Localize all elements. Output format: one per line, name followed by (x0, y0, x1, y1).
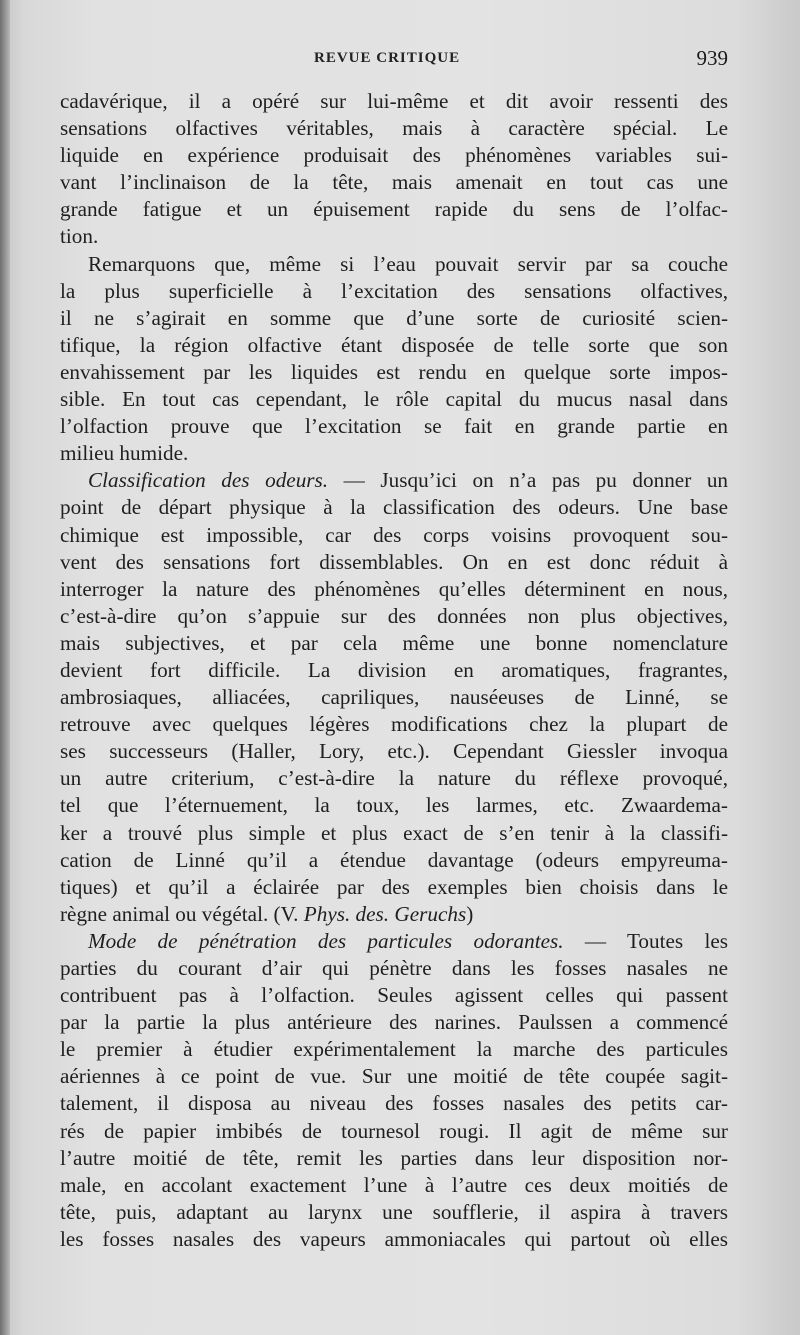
text-line: retrouve avec quelques légères modifications chez la plupart de (60, 712, 728, 737)
text-line: cadavérique, il a opéré sur lui-même et dit avoir ressenti des (60, 89, 728, 113)
text-line: la plus superficielle à l’excitation des sensations olfactives, (60, 278, 728, 303)
text-line: point de départ physique à la classification des odeurs. Une base (60, 495, 728, 520)
body-text (60, 88, 728, 1253)
citation-title: Phys. des. Geruchs (303, 901, 467, 926)
text-line: un autre criterium, c’est-à-dire la nature du réflexe provoqué, (60, 766, 728, 791)
text-line: cation de Linné qu’il a étendue davantage (odeurs empyreuma- (60, 847, 728, 872)
text-line: c’est-à-dire qu’on s’appuie sur des données non plus objectives, (60, 603, 728, 628)
text-line: tiques) et qu’il a éclairée par des exemples bien choisis dans le (60, 874, 728, 899)
text-run: — Jusqu’ici on n’a pas pu donner un (328, 468, 729, 493)
page-header (60, 46, 728, 76)
text-line: ker a trouvé plus simple et plus exact de s’en tenir à la classifi- (60, 820, 728, 845)
page-gutter-shadow (0, 0, 10, 1335)
text-line: ses successeurs (Haller, Lory, etc.). Cependant Giessler invoqua (60, 739, 728, 764)
text-line: chimique est impossible, car des corps voisins provoquent sou- (60, 522, 728, 547)
text-line: liquide en expérience produisait des phénomènes variables sui- (60, 143, 728, 168)
text-line: milieu humide. (60, 441, 189, 466)
text-line-section-penetration (60, 928, 728, 955)
text-line: Remarquons que, même si l’eau pouvait servir par sa couche (88, 251, 728, 276)
text-line: tête, puis, adaptant au larynx une soufflerie, il aspira à travers (60, 1199, 728, 1224)
text-line: mais subjectives, et par cela même une bonne nomenclature (60, 630, 728, 655)
section-heading-classification: Classification des odeurs. (88, 468, 329, 493)
text-line: rés de papier imbibés de tournesol rougi. Il agit de même sur (60, 1118, 728, 1143)
text-run: ) (466, 901, 474, 926)
text-line: grande fatigue et un épuisement rapide du sens de l’olfac- (60, 197, 728, 222)
text-line: tel que l’éternuement, la toux, les larmes, etc. Zwaardema- (60, 793, 728, 818)
text-run: — Toutes les (563, 928, 729, 953)
text-run: règne animal ou végétal. (V. (60, 901, 304, 926)
text-line: interroger la nature des phénomènes qu’elles déterminent en nous, (60, 576, 728, 601)
running-head: REVUE CRITIQUE (314, 50, 461, 66)
text-line: par la partie la plus antérieure des narines. Paulssen a commencé (60, 1010, 728, 1035)
text-line: ambrosiaques, alliacées, capriliques, nauséeuses de Linné, se (60, 685, 728, 710)
text-line: l’olfaction prouve que l’excitation se fait en grande partie en (60, 414, 728, 439)
text-line: tifique, la région olfactive étant disposée de telle sorte que son (60, 332, 728, 357)
text-line: vent des sensations fort dissemblables. On en est donc réduit à (60, 549, 728, 574)
text-line-section-classification (60, 467, 728, 494)
text-line: devient fort difficile. La division en aromatiques, fragrantes, (60, 657, 728, 682)
text-line: sible. En tout cas cependant, le rôle capital du mucus nasal dans (60, 387, 728, 412)
text-line: envahissement par les liquides est rendu en quelque sorte impos- (60, 359, 728, 384)
text-line: il ne s’agirait en somme que d’une sorte de curiosité scien- (60, 305, 728, 330)
text-line: l’autre moitié de tête, remit les parties dans leur disposition nor- (60, 1145, 728, 1170)
text-line: aériennes à ce point de vue. Sur une moitié de tête coupée sagit- (60, 1064, 728, 1089)
text-line: talement, il disposa au niveau des fosses nasales des petits car- (60, 1091, 728, 1116)
text-line-citation (60, 901, 728, 928)
text-line: parties du courant d’air qui pénètre dans les fosses nasales ne (60, 956, 728, 980)
text-line: male, en accolant exactement l’une à l’autre ces deux moitiés de (60, 1172, 728, 1197)
text-line: tion. (60, 224, 99, 249)
text-line: le premier à étudier expérimentalement la marche des particules (60, 1037, 728, 1062)
text-line: contribuent pas à l’olfaction. Seules agissent celles qui passent (60, 983, 728, 1008)
page-number: 939 (696, 46, 728, 70)
text-line: les fosses nasales des vapeurs ammoniacales qui partout où elles (60, 1226, 728, 1251)
text-line: vant l’inclinaison de la tête, mais amenait en tout cas une (60, 170, 728, 195)
text-line: sensations olfactives véritables, mais à caractère spécial. Le (60, 116, 728, 141)
section-heading-penetration: Mode de pénétration des particules odorantes. (88, 928, 564, 953)
